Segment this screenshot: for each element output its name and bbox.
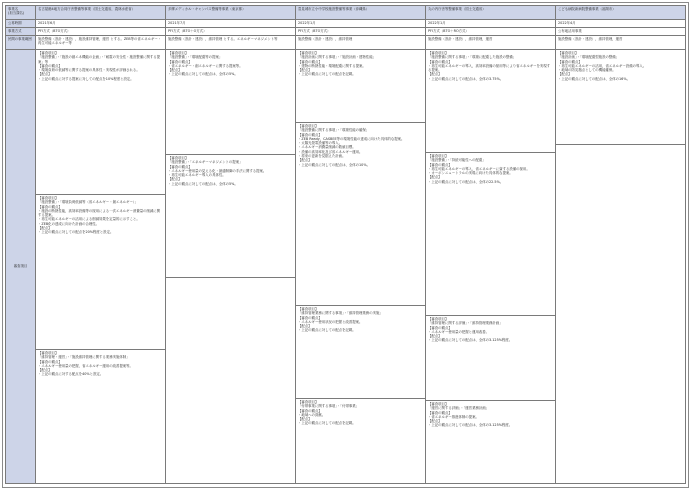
eval-col-2 (296, 50, 426, 484)
scope-0: 施設整備（設計・建設），施設維持管理，運営 とする。ZEB等の省エネルギー・再生可能エネルギー等 (36, 36, 166, 50)
eval-block-2-3: 【審査項目】 「付帯事業に関する事項」・「付帯事業」 【審査の観点】 ・地域への貢献。 【配点】 ・上記の観点に対しての配点を記載。 (298, 400, 360, 426)
row-label-scope: 民間の事業範囲 (6, 36, 36, 50)
row-label-evaluation: 審査項目 (6, 50, 36, 484)
scope-2: 施設整備（設計・建設），維持管理 (296, 36, 426, 50)
announce-date-0: 2021年6月 (36, 20, 166, 28)
header-row-project (6, 6, 686, 20)
announce-date-4: 2022年4月 (556, 20, 686, 28)
eval-block-3-2: 【審査項目】 「維持管理に関する評価」・「維持管理業務計画」 【審査の観点】 ・エネルギー使用量の把握と運用改善。 【配点】 ・上記の観点に対しての配点は、全体の3.125%程度。 (426, 316, 555, 401)
row-announce (6, 20, 686, 28)
method-0: PFI方式（BTO方式） (36, 28, 166, 36)
row-label-announce: 公募時期 (6, 20, 36, 28)
project-name-4: こども病院新病院整備事業（福岡市） (556, 6, 686, 20)
eval-col-0 (36, 50, 166, 484)
row-label-project: 事業名 (担当課名) (6, 6, 36, 20)
method-3: PFI方式（BTO＋RO方式） (426, 28, 556, 36)
eval-block-3-0: 【審査項目】 「施設整備に関する事項」・「環境に配慮した施設の整備」 【審査の観点】 ・再生可能エネルギーの導入，高効率設備の採用等により省エネルギーを実現する提案。 【配点】 ・上記の観点に対しての配点は、全体の3.75%。 (426, 50, 555, 153)
scope-4: 施設整備（設計・建設），維持管理，運営 (556, 36, 686, 50)
eval-block-2-0: 【審査項目】 「施設計画に関する事項」・「施設計画・建物性能」 【審査の観点】 ・建物の断熱性能・環境配慮に関する提案。 【配点】 ・上記の観点に対しての配点を記載。 (296, 50, 425, 123)
scope-1: 施設整備（設計・建設），維持管理 とする。エネルギーマネジメント等 (166, 36, 296, 50)
row-scope (6, 36, 686, 50)
eval-block-1-0: 【審査項目】 「施設整備」・「環境配慮等の提案」 【審査の観点】 ・省エネルギー・創エネルギーに関する提案等。 【配点】 ・上記の観点に対しての配点は、全体の5%。 (166, 50, 295, 155)
scope-3: 施設整備（設計・建設），維持管理，運営 (426, 36, 556, 50)
eval-col-3 (426, 50, 556, 484)
eval-block-3-1: 【審査項目】 「施設整備」・「持続可能性への配慮」 【審査の観点】 ・再生可能エネルギーの導入，省エネルギーに資する設備の採用。 ・カーボンニュートラルの実現に向けた具体的な提案。 【配点】 ・上記の観点に対しての配点は、全体の22.5%。 (426, 153, 555, 316)
row-label-method: 事業方式 (6, 28, 36, 36)
project-name-0: 名古屋港4地方合同庁舎整備等事業（国土交通省，農林水産省） (36, 6, 166, 20)
project-name-1: 多摩メディカル・キャンパス整備等事業（東京都） (166, 6, 296, 20)
project-name-3: 丸の内庁舎等整備事業（国土交通省） (426, 6, 556, 20)
eval-block-0-0: 【審査項目】 「施設整備」・「施設の創エネ機能の企画」・「耐震の安全性・施設整備に関する提案」等 【審査の観点】 ・環境負荷の低減等に関する提案の具体性・実現性が評価される。 【配点】 ・上記の観点に対する提案に対しての配点を10%程度と設定。 (36, 50, 165, 195)
eval-block-0-2: 【審査項目】 「維持管理・運営」・「施設維持管理に関する業務実施体制」 【審査の観点】 ・エネルギー使用量の把握，省エネルギー運用の改善提案等。 【配点】 ・上記の観点に対する配点を40%と設定。 (38, 351, 133, 377)
row-evaluation (6, 50, 686, 484)
eval-block-4-0: 【審査項目】 「施設計画」・「環境配慮型施設の整備」 【審査の観点】 ・再生可能エネルギーの活用，省エネルギー設備の導入。 ・地域の防災拠点としての機能確保。 【配点】 ・上記の観点に対しての配点は、全体の16%。 (556, 50, 685, 145)
comparison-table (5, 5, 686, 484)
announce-date-3: 2022年1月 (426, 20, 556, 28)
method-2: PFI方式（BTO方式） (296, 28, 426, 36)
eval-block-2-2: 【審査項目】 「維持管理業務に関する事項」・「維持管理業務の実施」 【審査の観点】 ・エネルギー使用状況の把握と改善提案。 【配点】 ・上記の観点に対しての配点を記載。 (296, 306, 425, 399)
eval-col-4 (556, 50, 686, 484)
project-name-2: 豊見城市立小中学校施設整備等事業（沖縄県） (296, 6, 426, 20)
eval-block-0-1: 【審査項目】 「施設整備」・「環境負荷低減等（省エネルギー・創エネルギー）」 【審査の観点】 ・施設の断熱性能，高効率設備等の採用による一次エネルギー消費量の削減に関する提案。 ・再生可能エネルギーの活用による削減効果を定量的に示すこと。 ・ZEB化の達成に向けた計画の合理性。 【配点】 ・上記の観点に対しての配点を20%程度と設定。 (36, 195, 165, 350)
method-1: PFI方式（BTO＋O方式） (166, 28, 296, 36)
row-method (6, 28, 686, 36)
eval-block-1-1: 【審査項目】 「施設整備」・「エネルギーマネジメントの提案」 【審査の観点】 ・エネルギー使用量の見える化・最適制御の手法に関する提案。 ・再生可能エネルギー導入の具体性。 【配点】 ・上記の観点に対しての配点は、全体の5%。 (166, 155, 295, 278)
announce-date-2: 2022年1月 (296, 20, 426, 28)
eval-block-3-3: 【審査項目】 「運営に関する評価」・「運営業務計画」 【審査の観点】 ・省エネルギー推進体制の提案。 【配点】 ・上記の観点に対しての配点は、全体の3.125%程度。 (428, 402, 513, 428)
eval-col-1 (166, 50, 296, 484)
method-4: 公有地活用事業 (556, 28, 686, 36)
announce-date-1: 2021年7月 (166, 20, 296, 28)
eval-block-2-1: 【審査項目】 「施設整備に関する事項」・「環境性能の確保」 【審査の観点】 ・ZEB Ready、CASBEE等の環境性能の達成に向けた具体的な提案。 ・太陽光発電設備等の導入。 ・エネルギー消費量削減の数値目標。 ・設備の高効率化及び省エネルギー運用。 ・将来の更新を見据えた計画。 【配点】 ・上記の観点に対しての配点は、全体の10%。 (296, 123, 425, 306)
